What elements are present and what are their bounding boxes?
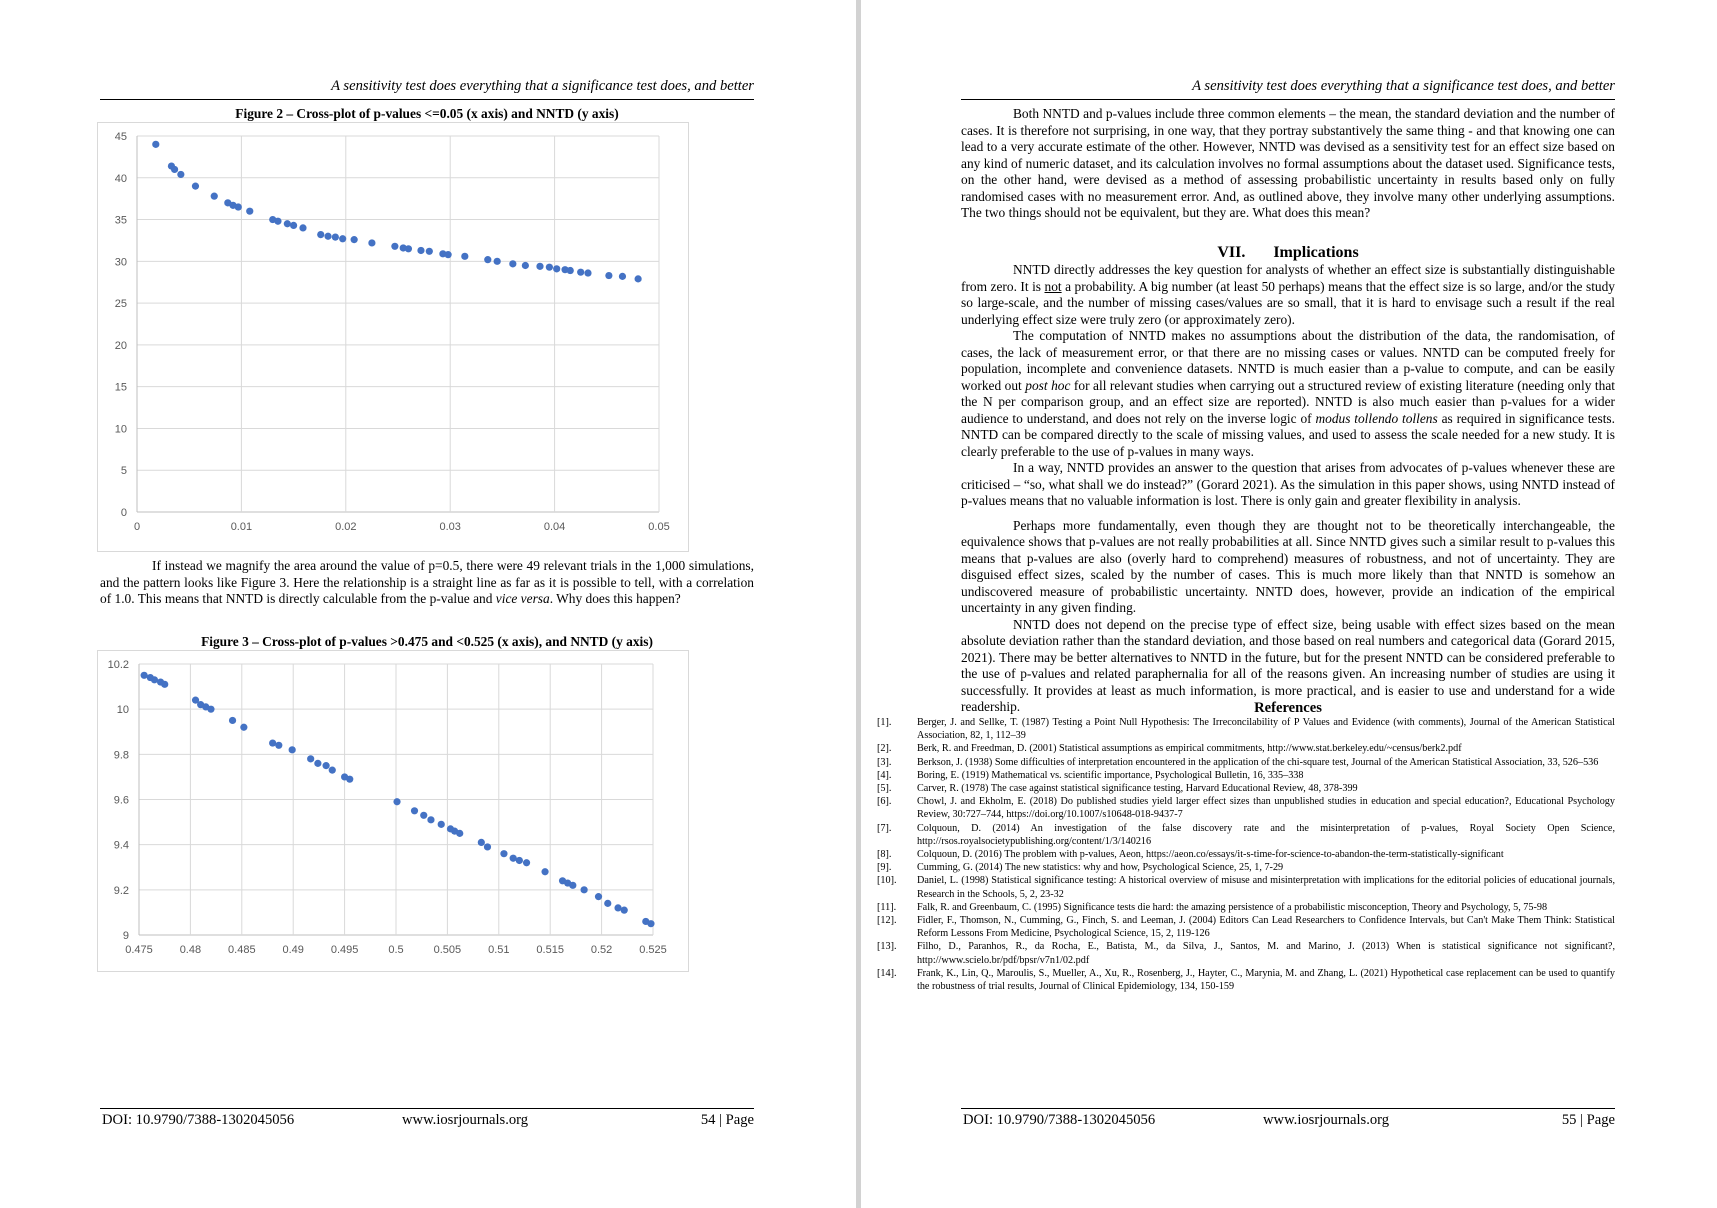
data-point xyxy=(391,243,398,250)
data-point xyxy=(500,850,507,857)
data-point xyxy=(192,183,199,190)
data-point xyxy=(516,857,523,864)
reference-item xyxy=(877,914,1615,940)
x-tick-label: 0.475 xyxy=(125,944,153,956)
data-point xyxy=(569,882,576,889)
data-point xyxy=(522,262,529,269)
reference-number: [4]. xyxy=(877,769,892,781)
data-point xyxy=(604,900,611,907)
reference-number: [3]. xyxy=(877,756,892,768)
data-point xyxy=(246,208,253,215)
data-point xyxy=(584,269,591,276)
data-point xyxy=(317,231,324,238)
footer-site-link[interactable]: www.iosrjournals.org xyxy=(1263,1112,1390,1128)
y-tick-label: 9.8 xyxy=(113,749,129,762)
reference-number: [6]. xyxy=(877,796,892,808)
x-tick-label: 0.5 xyxy=(388,944,404,956)
data-point xyxy=(274,218,281,225)
reference-number: [1]. xyxy=(877,717,892,728)
paragraph-text xyxy=(100,558,754,608)
reference-item xyxy=(877,782,1615,795)
implications-paragraph-4: Perhaps more fundamentally, even though they are thought not to be theoretically interchangeable, the equivalence shows that p-values are not really probabilities at all. Since NNTD gives such a similar result to p-values this means that p-values are also (overly hard to comprehend) measures of robustness, and not of uncertainty. They are disguised effect sizes, scaled by the number of cases. This is much more likely than that NNTD is somehow an undiscovered measure of probabilistic uncertainty. NNTD does, however, provide an indication of the empirical uncertainty in any given finding. xyxy=(961,517,1615,615)
reference-text: Chowl, J. and Ekholm, E. (2018) Do published studies yield larger effect sizes than unpublished studies in education and special education?, Educational Psychology Review, 30:727–744, https://doi.org/10.1007/s10648-018-9437-7 xyxy=(917,796,1615,821)
data-point xyxy=(427,816,434,823)
reference-item xyxy=(877,967,1615,993)
data-point xyxy=(229,717,236,724)
x-tick-label: 0.505 xyxy=(433,944,462,956)
y-tick-label: 45 xyxy=(114,131,127,143)
figure-2-svg xyxy=(97,122,689,552)
data-point xyxy=(275,742,282,749)
emphasis: vice versa xyxy=(495,591,550,606)
reference-number: [12]. xyxy=(877,915,897,927)
implications-paragraph-5: NNTD does not depend on the precise type of effect size, being usable with effect sizes based on the mean absolute deviation rather than the standard deviation, and those based on real numbers and categorical data (Gorard 2015, 2021). There may be better alternatives to NNTD in the future, but for the present NNTD can be considered preferable to the use of p-values and related paraphernalia for all of the reasons given. An increasing number of studies are using it successfully. It provides at least as much information, is more practical, and is easier to use and understand for a wide readership. xyxy=(961,616,1615,714)
intro-text: Both NNTD and p-values include three common elements – the mean, the standard deviation and the number of cases. It is therefore not surprising, in one way, that they portray substantively the same thing - and that knowing one can lead to a very accurate estimate of the other. However, NNTD was devised as a sensitivity test for an effect size based on any kind of numeric dataset, and its calculation involves no formal assumptions about the dataset used. Significance tests, on the other hand, were devised as a method of assessing probabilistic uncertainty in results based only on fully randomised cases with no measurement error. And, as outlined above, they involve many other underlying assumptions. The two things should not be equivalent, but they are. What does this mean? xyxy=(961,106,1615,220)
y-tick-label: 5 xyxy=(120,465,127,478)
y-tick-label: 10 xyxy=(114,423,127,436)
data-point xyxy=(577,269,584,276)
running-header: A sensitivity test does everything that a significance test does, and better xyxy=(100,78,754,100)
reference-number: [10]. xyxy=(877,875,897,887)
reference-item xyxy=(877,940,1615,966)
data-point xyxy=(411,807,418,814)
data-point xyxy=(461,253,468,260)
data-point xyxy=(541,868,548,875)
data-point xyxy=(510,855,517,862)
intro-paragraph xyxy=(961,106,1615,222)
reference-item xyxy=(877,874,1615,900)
data-point xyxy=(339,235,346,242)
x-tick-label: 0.52 xyxy=(590,944,613,956)
x-tick-label: 0.04 xyxy=(543,521,566,533)
running-header: A sensitivity test does everything that a significance test does, and better xyxy=(961,78,1615,100)
reference-item xyxy=(877,756,1615,769)
data-point xyxy=(151,676,158,683)
y-tick-label: 20 xyxy=(114,339,127,352)
data-point xyxy=(393,798,400,805)
reference-text: Berger, J. and Sellke, T. (1987) Testing a Point Null Hypothesis: The Irreconcilability of P Values and Evidence (with comments), Journal of the American Statistical Association, 82, 1, 112–39 xyxy=(917,717,1615,742)
data-point xyxy=(420,812,427,819)
y-tick-label: 30 xyxy=(114,256,127,269)
data-point xyxy=(546,264,553,271)
data-point xyxy=(284,220,291,227)
data-point xyxy=(240,724,247,731)
data-point xyxy=(553,265,560,272)
section-heading xyxy=(961,244,1615,262)
reference-text: Filho, D., Paranhos, R., da Rocha, E., Batista, M., da Silva, J., Santos, M. and Marino, J. (2013) When is statistical significance not significant?, http://www.scielo.br/pdf/bpsr/v7n1/02.pdf xyxy=(917,941,1615,966)
y-tick-label: 40 xyxy=(114,172,127,185)
implications-body xyxy=(961,262,1615,716)
data-point xyxy=(269,739,276,746)
page-55 xyxy=(861,0,1717,1208)
reference-number: [11]. xyxy=(877,901,897,913)
data-point xyxy=(329,767,336,774)
y-tick-label: 9.2 xyxy=(113,884,129,897)
paragraph-content: If instead we magnify the area around the value of p=0.5, there were 49 relevant trials in the 1,000 simulations, and the pattern looks like Figure 3. Here the relationship is a straight line as far as it is possible to tell, with a correlation of 1.0. This means that NNTD is directly calculable from the p-value and vice versa. Why does this happen? xyxy=(100,558,754,606)
reference-text: Colquoun, D. (2016) The problem with p-values, Aeon, https://aeon.co/essays/it-s-time-for-science-to-abandon-the-term-statistically-significant xyxy=(917,849,1504,861)
footer-site-link[interactable]: www.iosrjournals.org xyxy=(402,1112,529,1128)
footer-doi: DOI: 10.9790/7388-1302045056 xyxy=(963,1112,1156,1128)
reference-number: [7]. xyxy=(877,822,892,834)
y-tick-label: 9.4 xyxy=(113,839,129,852)
page-54 xyxy=(0,0,856,1208)
y-tick-label: 9.6 xyxy=(113,794,129,807)
footer-doi: DOI: 10.9790/7388-1302045056 xyxy=(102,1112,295,1128)
reference-item xyxy=(877,848,1615,861)
data-point xyxy=(289,746,296,753)
data-point xyxy=(478,839,485,846)
data-point xyxy=(567,267,574,274)
x-tick-label: 0.03 xyxy=(439,521,461,533)
data-point xyxy=(405,245,412,252)
data-point xyxy=(314,760,321,767)
y-tick-label: 10 xyxy=(116,704,129,717)
chart-frame xyxy=(98,123,689,552)
x-tick-label: 0.495 xyxy=(330,944,359,956)
data-point xyxy=(509,260,516,267)
implications-paragraph-2: The computation of NNTD makes no assumptions about the distribution of the data, the randomisation, of cases, the lack of measurement error, or that there are no missing cases or values. NNTD can be computed freely for population, incomplete and convenience datasets. NNTD is much easier than a p-value to compute, and can be easily worked out post hoc for all relevant studies when carrying out a structured review of existing literature (needing only that the N per comparison group, and an effect size are reported). NNTD is also much easier than p-values for a wider audience to understand, and does not rely on the inverse logic of modus tollendo tollens as required in significance tests. NNTD can be compared directly to the scale of missing values, and used to assess the scale needed for a new study. It is clearly preferable to the use of p-values in many ways. xyxy=(961,328,1615,459)
reference-text: Fidler, F., Thomson, N., Cumming, G., Finch, S. and Leeman, J. (2004) Editors Can Lead Researchers to Confidence Intervals, but Can't Make Them Think: Statistical Reform Lessons From Medicine, Psychological Science, 15, 2, 119-126 xyxy=(917,915,1615,940)
x-tick-label: 0.02 xyxy=(335,521,357,533)
y-tick-label: 25 xyxy=(114,298,127,311)
data-point xyxy=(635,275,642,282)
data-point xyxy=(456,830,463,837)
data-point xyxy=(235,203,242,210)
page-footer xyxy=(100,1108,754,1128)
references-list xyxy=(877,716,1615,993)
reference-text: Colquoun, D. (2014) An investigation of the false discovery rate and the misinterpretation of p-values, Royal Society Open Science, http://rsos.royalsocietypublishing.org/content/1/3/140216 xyxy=(917,822,1615,847)
data-point xyxy=(207,706,214,713)
reference-text: Cumming, G. (2014) The new statistics: why and how, Psychological Science, 25, 1, 7-29 xyxy=(917,862,1284,874)
data-point xyxy=(161,681,168,688)
reference-item xyxy=(877,742,1615,755)
data-point xyxy=(614,904,621,911)
reference-number: [5]. xyxy=(877,783,892,795)
data-point xyxy=(621,907,628,914)
figure-3-title: Figure 3 – Cross-plot of p-values >0.475 and <0.525 (x axis), and NNTD (y axis) xyxy=(201,634,653,649)
data-point xyxy=(484,843,491,850)
data-point xyxy=(523,859,530,866)
reference-number: [13]. xyxy=(877,941,897,953)
reference-text: Frank, K., Lin, Q., Maroulis, S., Mueller, A., Xu, R., Rosenberg, J., Hayter, C., Marynia, M. and Zhang, L. (2021) Hypothetical case replacement can be used to quantify the robustness of trial results, Journal of Clinical Epidemiology, 134, 150-159 xyxy=(917,967,1615,993)
data-point xyxy=(152,141,159,148)
figure-3-svg xyxy=(97,650,689,972)
x-tick-label: 0.525 xyxy=(639,944,667,956)
data-point xyxy=(438,821,445,828)
y-tick-label: 9 xyxy=(122,930,129,942)
x-tick-label: 0.01 xyxy=(230,521,253,533)
data-point xyxy=(619,273,626,280)
y-tick-label: 35 xyxy=(114,214,127,227)
x-tick-label: 0.05 xyxy=(648,521,670,533)
reference-item xyxy=(877,716,1615,742)
reference-text: Berk, R. and Freedman, D. (2001) Statistical assumptions as empirical commitments, http://www.stat.berkeley.edu/~census/berk2.pdf xyxy=(917,743,1462,755)
y-tick-label: 15 xyxy=(114,381,127,394)
reference-text: Boring, E. (1919) Mathematical vs. scientific importance, Psychological Bulletin, 16, 335–338 xyxy=(917,769,1304,781)
page-footer xyxy=(961,1108,1615,1128)
x-tick-label: 0.51 xyxy=(488,944,510,956)
data-point xyxy=(322,762,329,769)
data-point xyxy=(299,224,306,231)
data-point xyxy=(494,258,501,265)
data-point xyxy=(324,233,331,240)
data-point xyxy=(368,239,375,246)
y-tick-label: 10.2 xyxy=(107,659,129,671)
data-point xyxy=(211,193,218,200)
data-point xyxy=(351,236,358,243)
data-point xyxy=(332,234,339,241)
data-point xyxy=(307,755,314,762)
data-point xyxy=(346,776,353,783)
x-tick-label: 0.49 xyxy=(282,944,304,956)
reference-number: [9]. xyxy=(877,862,892,874)
data-point xyxy=(141,672,148,679)
data-point xyxy=(595,893,602,900)
reference-number: [2]. xyxy=(877,743,892,755)
data-point xyxy=(426,248,433,255)
body-paragraph xyxy=(100,558,754,608)
reference-item xyxy=(877,901,1615,914)
reference-text: Berkson, J. (1938) Some difficulties of interpretation encountered in the application of the chi-square test, Journal of the American Statistical Association, 33, 526–536 xyxy=(917,756,1599,768)
x-tick-label: 0.515 xyxy=(536,944,564,956)
reference-text: Falk, R. and Greenbaum, C. (1995) Significance tests die hard: the amazing persistence of a probabilistic misconception, Theory and Psychology, 5, 75-98 xyxy=(917,901,1548,913)
section-title: Implications xyxy=(1273,244,1359,261)
data-point xyxy=(417,247,424,254)
data-point xyxy=(445,251,452,258)
y-tick-label: 0 xyxy=(120,507,127,519)
x-tick-label: 0.48 xyxy=(179,944,202,956)
data-point xyxy=(605,272,612,279)
reference-number: [14]. xyxy=(877,967,897,979)
chart-frame xyxy=(98,651,689,972)
reference-item xyxy=(877,769,1615,782)
figure-2-title: Figure 2 – Cross-plot of p-values <=0.05 (x axis) and NNTD (y axis) xyxy=(235,106,619,121)
x-tick-label: 0 xyxy=(133,521,141,533)
reference-number: [8]. xyxy=(877,849,892,861)
figure-2-chart xyxy=(97,122,689,552)
data-point xyxy=(177,171,184,178)
reference-item xyxy=(877,795,1615,821)
reference-item xyxy=(877,822,1615,848)
figure-3-chart xyxy=(97,650,689,972)
reference-item xyxy=(877,861,1615,874)
implications-paragraph-1: NNTD directly addresses the key question for analysts of whether an effect size is substantially distinguishable from zero. It is not a probability. A big number (at least 50 perhaps) means that the effect size is so large, and/or the study so large-scale, and the number of missing cases/values are so small, that it is hard to envisage such a result if the real underlying effect size were truly zero (or approximately zero). xyxy=(961,262,1615,327)
x-tick-label: 0.485 xyxy=(228,944,256,956)
data-point xyxy=(484,256,491,263)
data-point xyxy=(581,886,588,893)
footer-page-number: 55 | Page xyxy=(1561,1112,1615,1128)
data-point xyxy=(290,222,297,229)
implications-paragraph-3: In a way, NNTD provides an answer to the question that arises from advocates of p-values whenever these are criticised – “so, what shall we do instead?” (Gorard 2021). As the simulation in this paper shows, using NNTD instead of p-values means that no valuable information is lost. There is only gain and greater flexibility in analysis. xyxy=(961,460,1615,508)
section-number: VII. xyxy=(1217,244,1246,261)
data-point xyxy=(171,166,178,173)
footer-page-number: 54 | Page xyxy=(700,1112,754,1128)
data-point xyxy=(536,263,543,270)
references-title: References xyxy=(1254,700,1322,716)
data-point xyxy=(647,920,654,927)
reference-text: Carver, R. (1978) The case against statistical significance testing, Harvard Educational Review, 48, 378-399 xyxy=(917,783,1358,795)
reference-text: Daniel, L. (1998) Statistical significance testing: A historical overview of misuse and misinterpretation with implications for the editorial policies of educational journals, Research in the Schools, 5, 2, 23-32 xyxy=(917,875,1615,900)
